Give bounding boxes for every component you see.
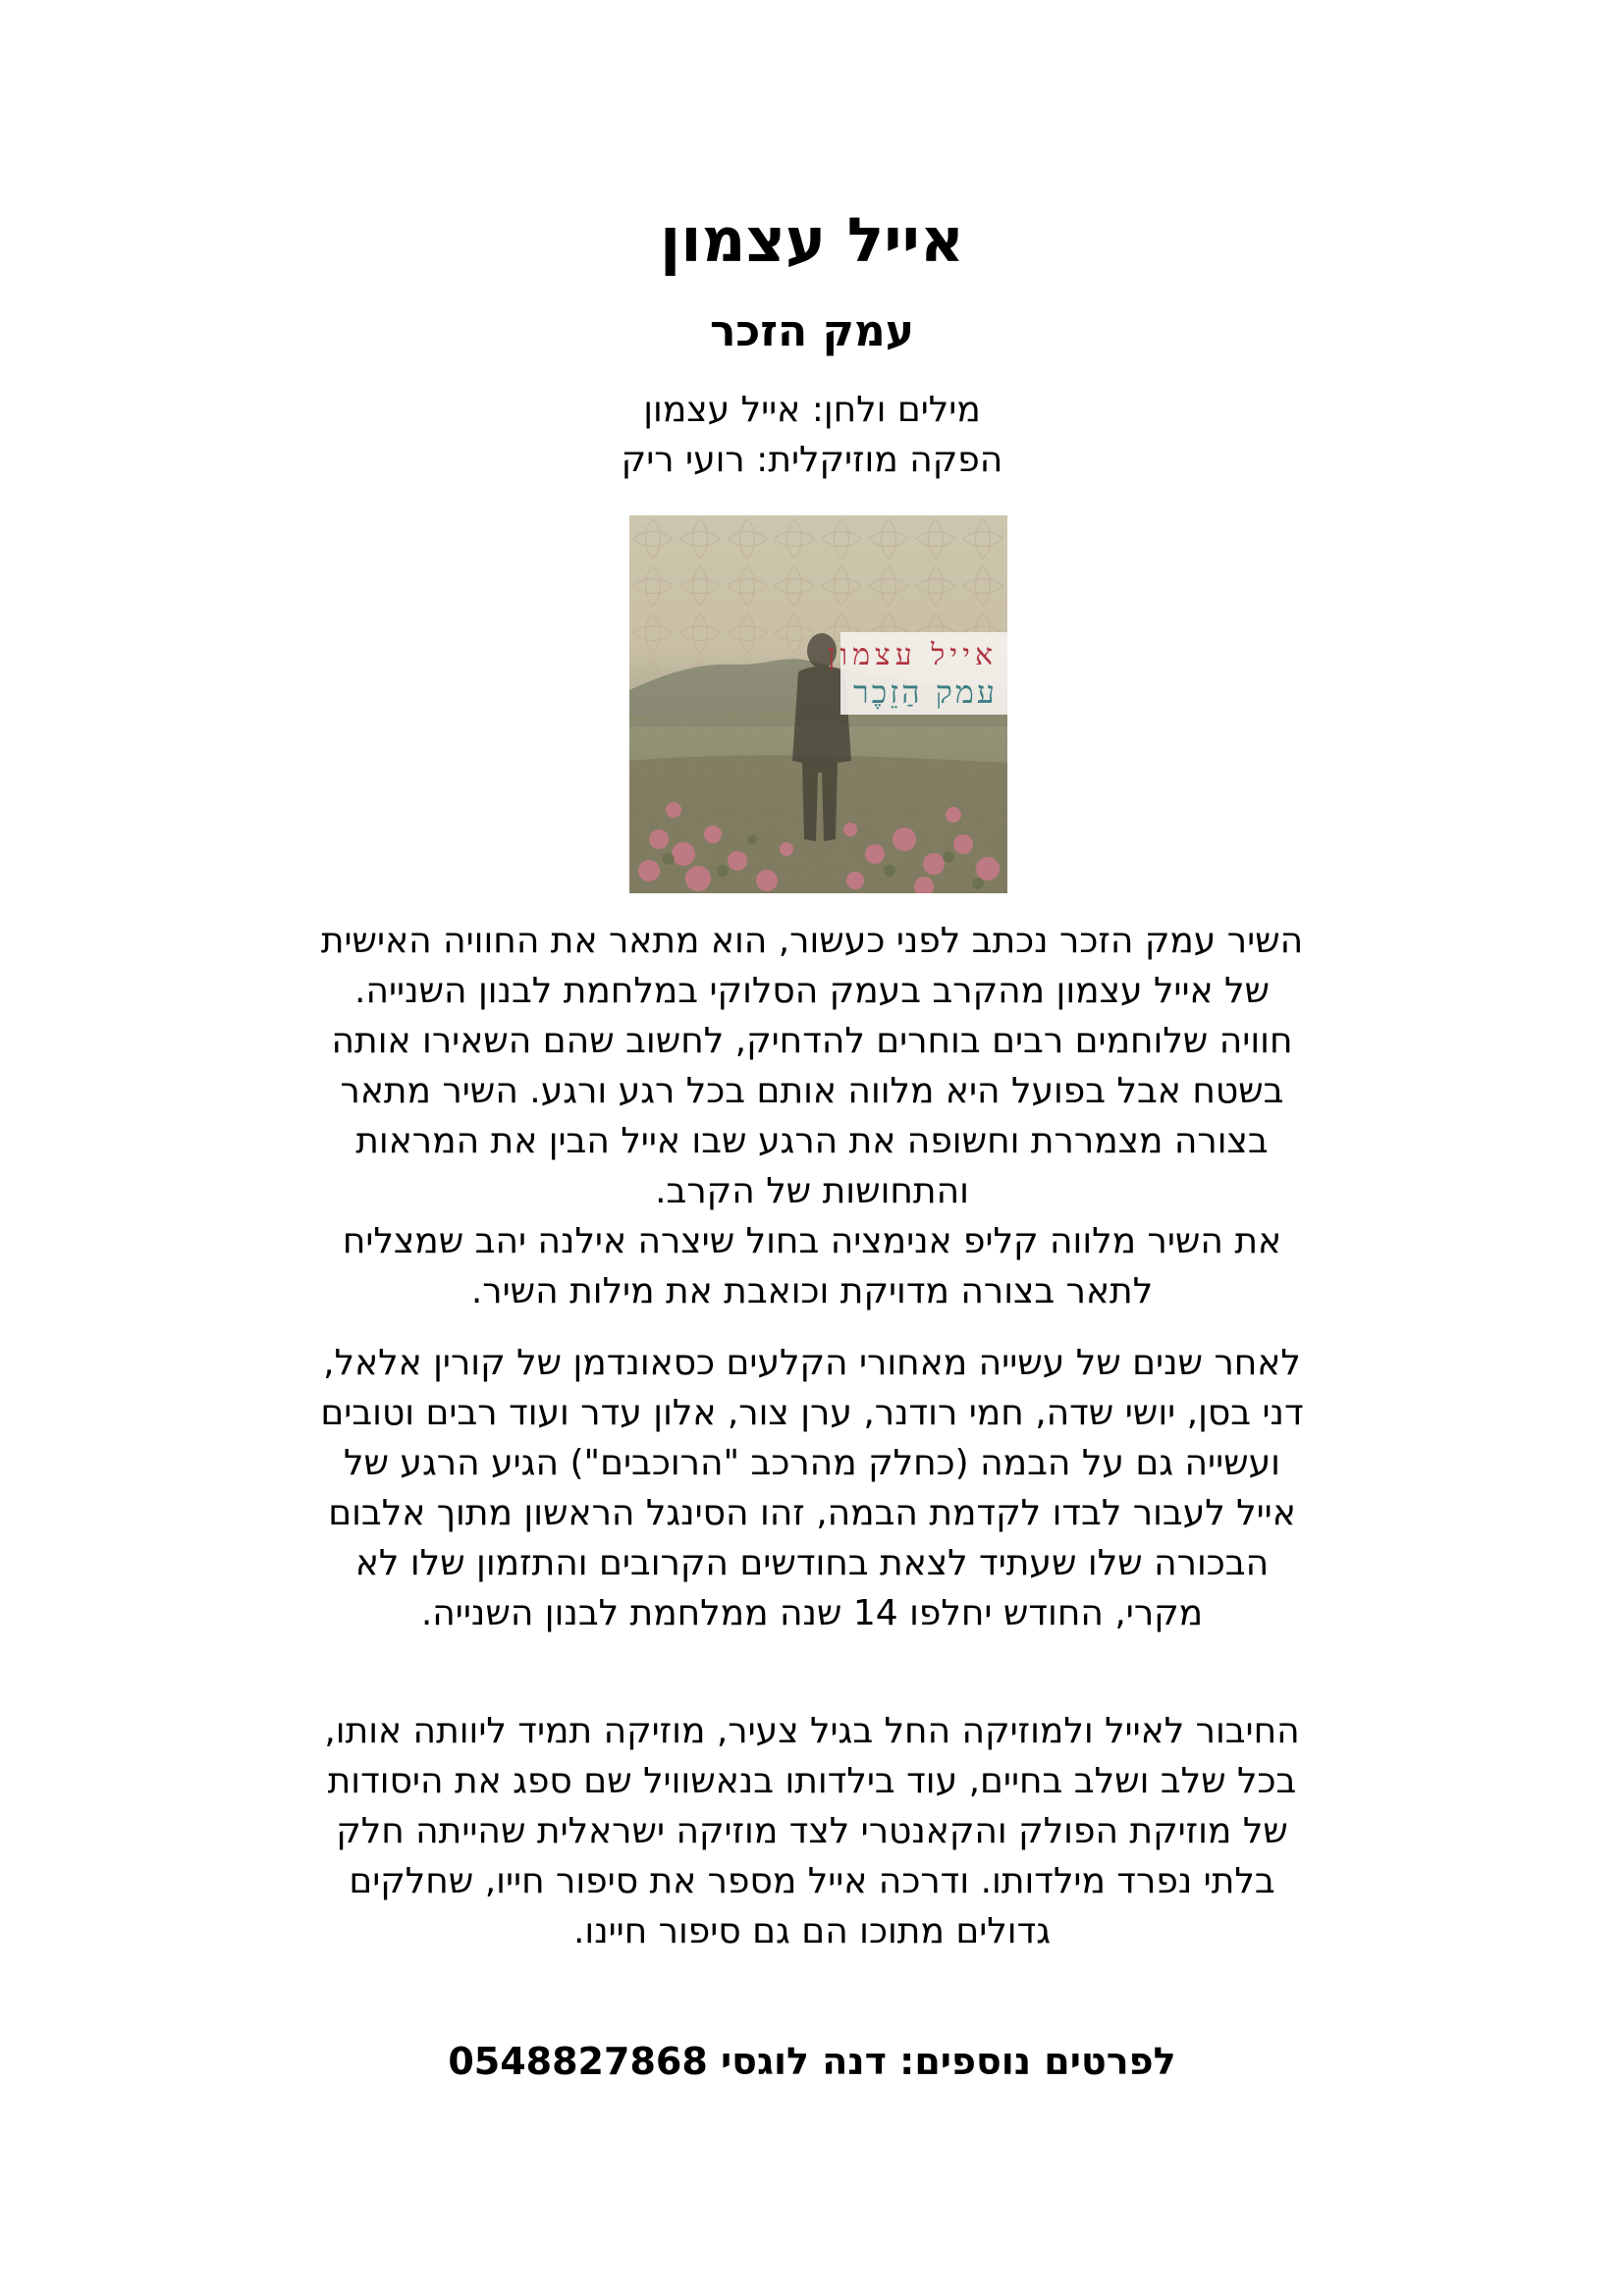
song-title: עמק הזכר bbox=[709, 306, 915, 356]
artist-name: אייל עצמון bbox=[660, 204, 964, 276]
production-credit: הפקה מוזיקלית: רועי ריק bbox=[621, 440, 1003, 480]
paragraph-song-story bbox=[223, 916, 1401, 1316]
paragraph-line: הבכורה שלו שעתיד לצאת בחודשים הקרובים והתזמון שלו לא bbox=[354, 1543, 1270, 1583]
paragraph-career bbox=[223, 1338, 1401, 1638]
lyrics-music-credit: מילים ולחן: אייל עצמון bbox=[643, 390, 981, 430]
paragraph-line: דני בסן, יושי שדה, חמי רודנר, ערן צור, אלון עדר ועוד רבים וטובים bbox=[320, 1393, 1304, 1433]
paragraph-background bbox=[223, 1706, 1401, 1956]
cover-title-text: עמק הַזֵכֶר bbox=[852, 673, 998, 711]
paragraph-line: גדולים מתוכו הם גם סיפור חיינו. bbox=[572, 1911, 1052, 1951]
paragraph-line: בצורה מצמררת וחשופה את הרגע שבו אייל הבין את המראות bbox=[355, 1121, 1269, 1161]
paragraph-line: מקרי, החודש יחלפו 14 שנה ממלחמת לבנון השנייה. bbox=[420, 1593, 1204, 1633]
paragraph-line: השיר עמק הזכר נכתב לפני כעשור, הוא מתאר את החוויה האישית bbox=[320, 921, 1304, 961]
paragraph-line: אייל לעבור לבדו לקדמת הבמה, זהו הסינגל הראשון מתוך אלבום bbox=[328, 1493, 1296, 1533]
cover-artist-text: אייל עצמון bbox=[827, 638, 998, 672]
song-credits bbox=[0, 385, 1624, 485]
contact-details: לפרטים נוספים: דנה לוגסי 0548827868 bbox=[448, 2040, 1176, 2083]
cover-title-banner bbox=[827, 632, 1007, 715]
paragraph-line: חוויה שלוחמים רבים בוחרים להדחיק, לחשוב שהם השאירו אותה bbox=[331, 1021, 1293, 1061]
paragraph-line: לאחר שנים של עשייה מאחורי הקלעים כסאונדמן של קורין אלאל, bbox=[323, 1343, 1301, 1383]
paragraph-line: את השיר מלווה קליפ אנימציה בחול שיצרה אילנה יהב שמצליח bbox=[342, 1221, 1282, 1261]
paragraph-line: לתאר בצורה מדויקת וכואבת את מילות השיר. bbox=[470, 1271, 1154, 1311]
paragraph-line: ועשייה גם על הבמה (כחלק מהרכב "הרוכבים") הגיע הרגע של bbox=[344, 1443, 1280, 1483]
paragraph-line: בשטח אבל בפועל היא מלווה אותם בכל רגע ורגע. השיר מתאר bbox=[340, 1071, 1284, 1111]
paragraph-line: של אייל עצמון מהקרב בעמק הסלוקי במלחמת לבנון השנייה. bbox=[354, 971, 1270, 1011]
paragraph-line: בכל שלב ושלב בחיים, עוד בילדותו בנאשוויל שם ספג את היסודות bbox=[327, 1761, 1297, 1801]
album-cover-image bbox=[629, 515, 1007, 893]
paragraph-line: של מוזיקת הפולק והקאנטרי לצד מוזיקה ישראלית שהייתה חלק bbox=[336, 1811, 1288, 1851]
paragraph-line: בלתי נפרד מילדותו. ודרכה אייל מספר את סיפור חייו, שחלקים bbox=[349, 1861, 1275, 1901]
paragraph-line: החיבור לאייל ולמוזיקה החל בגיל צעיר, מוזיקה תמיד ליוותה אותו, bbox=[324, 1711, 1300, 1751]
paragraph-line: והתחושות של הקרב. bbox=[655, 1171, 969, 1211]
